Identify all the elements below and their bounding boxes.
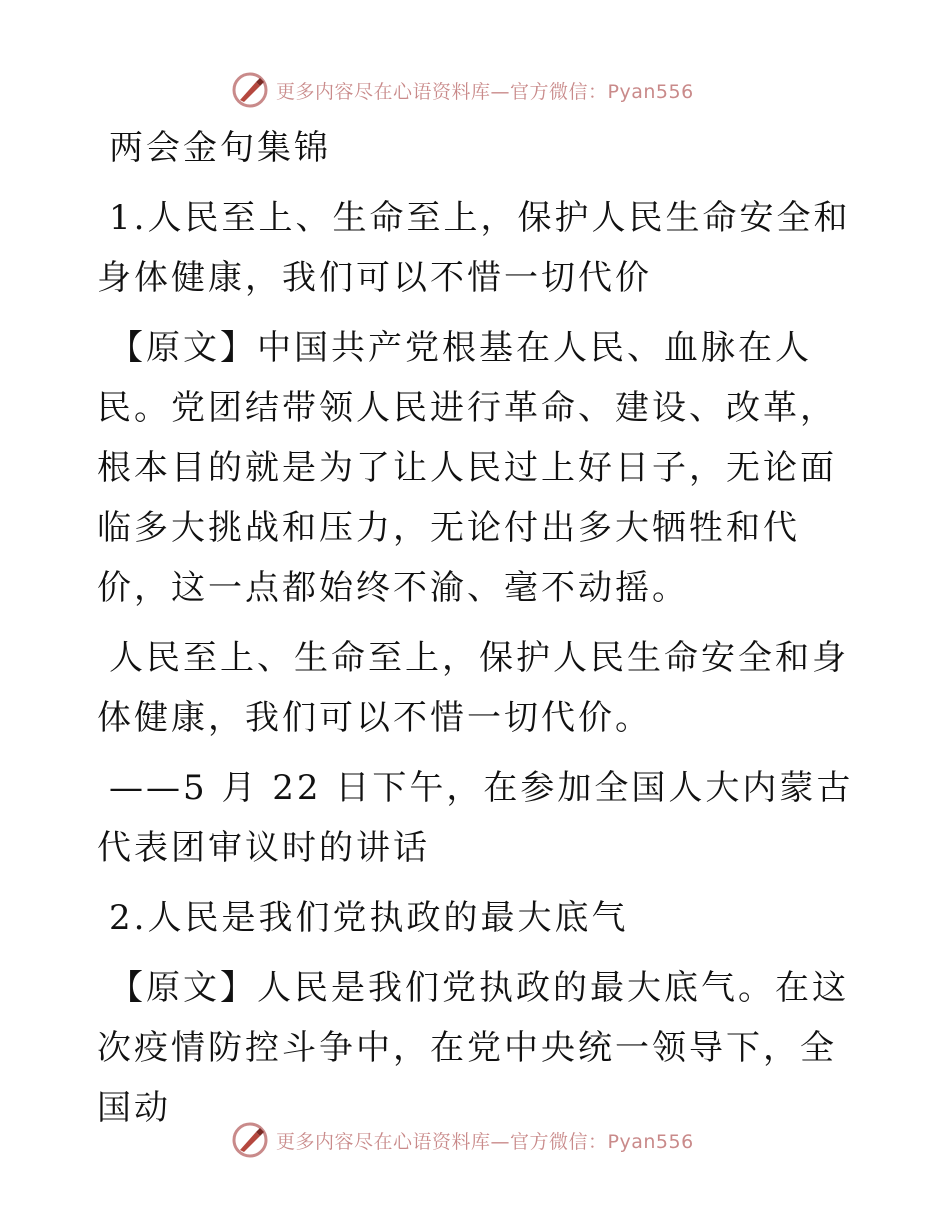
document-title: 两会金句集锦	[109, 128, 331, 168]
paragraph-5: 2.人民是我们党执政的最大底气	[109, 898, 629, 938]
footer-watermark-banner	[230, 1118, 730, 1162]
watermark-text: 更多内容尽在心语资料库—官方微信：Pyan556	[276, 80, 694, 103]
paragraph-6: 【原文】人民是我们党执政的最大底气。在这次疫情防控斗争中，在党中央统一领导下，全国动	[97, 968, 849, 1128]
document-body	[97, 118, 857, 1148]
pen-logo-icon	[230, 70, 270, 110]
paragraph-2: 【原文】中国共产党根基在人民、血脉在人民。党团结带领人民进行革命、建设、改革，根本目的就是为了让人民过上好日子，无论面临多大挑战和压力，无论付出多大牺牲和代价，这一点都始终不渝、毫不动摇。	[97, 328, 837, 608]
pen-logo-icon	[230, 1120, 270, 1160]
paragraph-4: ——5 月 22 日下午，在参加全国人大内蒙古代表团审议时的讲话	[97, 768, 854, 868]
paragraph-1: 1.人民至上、生命至上，保护人民生命安全和身体健康，我们可以不惜一切代价	[97, 198, 851, 298]
watermark-text: 更多内容尽在心语资料库—官方微信：Pyan556	[276, 1130, 694, 1153]
paragraph-3: 人民至上、生命至上，保护人民生命安全和身体健康，我们可以不惜一切代价。	[97, 638, 849, 738]
header-watermark-banner	[230, 68, 730, 112]
